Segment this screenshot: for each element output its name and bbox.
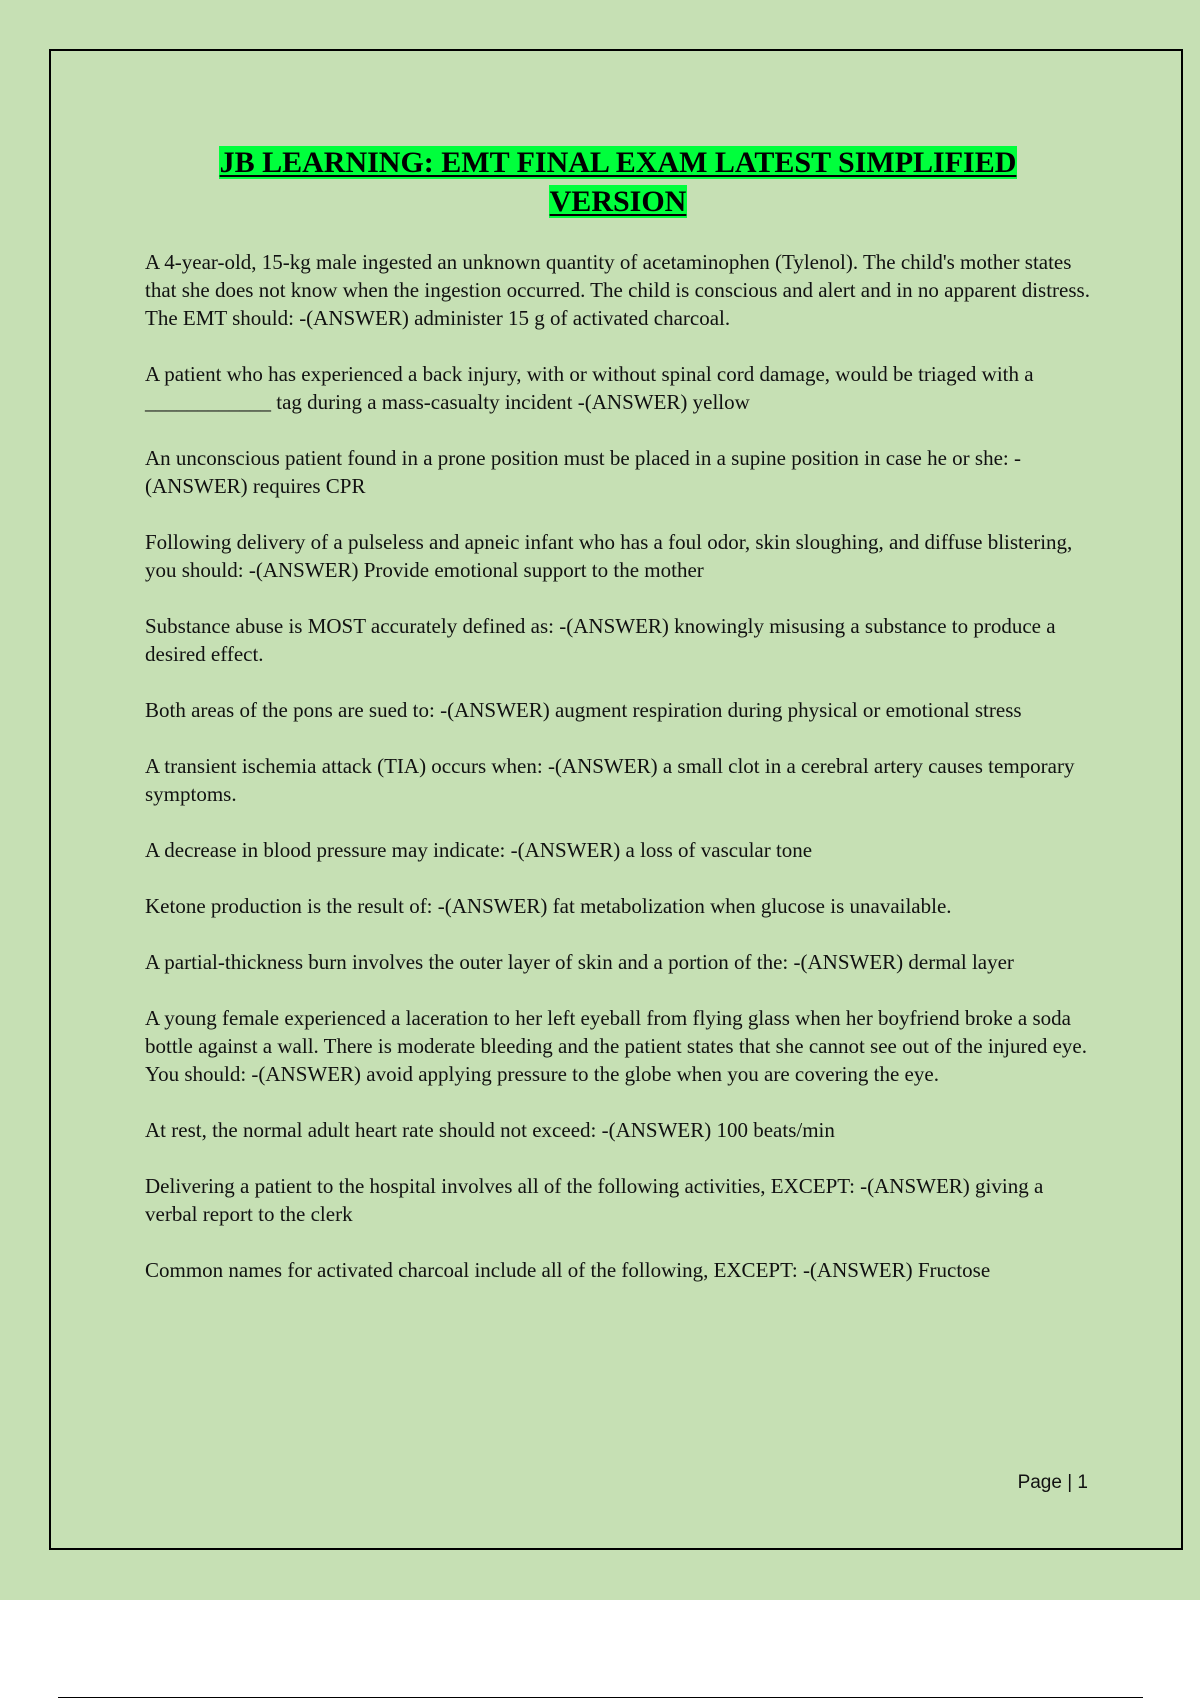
- qa-item-blood-pressure: A decrease in blood pressure may indicate: -(ANSWER) a loss of vascular tone: [145, 838, 813, 862]
- qa-item-apneic-infant: Following delivery of a pulseless and apneic infant who has a foul odor, skin sloughing, and diffuse blistering, you should: -(ANSWER) Provide emotional support to the mother: [145, 530, 1073, 582]
- title-line-2: VERSION: [549, 185, 687, 218]
- qa-item-activated-charcoal: Common names for activated charcoal include all of the following, EXCEPT: -(ANSWER) Fructose: [145, 1258, 991, 1282]
- bottom-divider: [58, 1697, 1143, 1698]
- qa-item-heart-rate: At rest, the normal adult heart rate should not exceed: -(ANSWER) 100 beats/min: [145, 1118, 835, 1142]
- qa-item-acetaminophen: A 4-year-old, 15-kg male ingested an unknown quantity of acetaminophen (Tylenol). The child's mother states that she does not know when the ingestion occurred. The child is conscious and alert and in no apparent distress. The EMT should: -(ANSWER) administer 15 g of activated charcoal.: [145, 250, 1090, 330]
- qa-item-tia: A transient ischemia attack (TIA) occurs when: -(ANSWER) a small clot in a cerebral artery causes temporary symptoms.: [145, 754, 1075, 806]
- qa-item-substance-abuse: Substance abuse is MOST accurately defined as: -(ANSWER) knowingly misusing a substance to produce a desired effect.: [145, 614, 1056, 666]
- qa-item-eye-laceration: A young female experienced a laceration to her left eyeball from flying glass when her boyfriend broke a soda bottle against a wall. There is moderate bleeding and the patient states that she cannot see out of the injured eye. You should: -(ANSWER) avoid applying pressure to the globe when you are covering the eye.: [145, 1006, 1087, 1086]
- page-number: Page | 1: [1017, 1472, 1088, 1493]
- question-answer-list: [145, 248, 1090, 1312]
- qa-item-pons: Both areas of the pons are sued to: -(ANSWER) augment respiration during physical or emotional stress: [145, 698, 1022, 722]
- qa-item-burn: A partial-thickness burn involves the outer layer of skin and a portion of the: -(ANSWER) dermal layer: [145, 950, 1014, 974]
- qa-item-ketone: Ketone production is the result of: -(ANSWER) fat metabolization when glucose is unavailable.: [145, 894, 952, 918]
- qa-item-prone-position: An unconscious patient found in a prone position must be placed in a supine position in case he or she: -(ANSWER) requires CPR: [145, 446, 1021, 498]
- qa-item-triage-tag: A patient who has experienced a back injury, with or without spinal cord damage, would be triaged with a ____________ tag during a mass-casualty incident -(ANSWER) yellow: [145, 362, 1034, 414]
- document-title: [120, 143, 1116, 221]
- qa-item-hospital-delivery: Delivering a patient to the hospital involves all of the following activities, EXCEPT: -(ANSWER) giving a verbal report to the clerk: [145, 1174, 1044, 1226]
- title-line-1: JB LEARNING: EMT FINAL EXAM LATEST SIMPLIFIED: [219, 146, 1017, 179]
